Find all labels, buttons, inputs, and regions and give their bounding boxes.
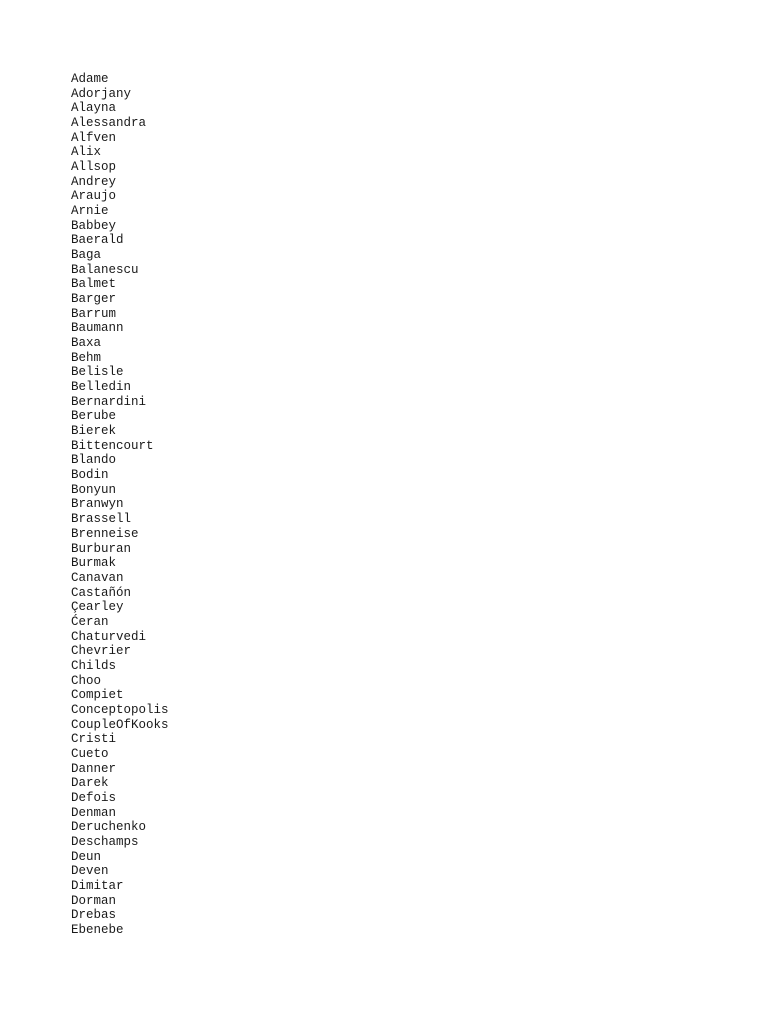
list-item: Balmet (71, 277, 117, 292)
list-item: Brenneise (71, 526, 139, 541)
list-item: Dimitar (71, 878, 124, 893)
list-item: Brassell (71, 512, 132, 527)
list-item: Bodin (71, 468, 109, 483)
list-item: Bernardini (71, 394, 147, 409)
list-item: Canavan (71, 570, 124, 585)
list-item: Burmak (71, 556, 117, 571)
list-item: Blando (71, 453, 117, 468)
list-item: Childs (71, 658, 117, 673)
list-item: Berube (71, 409, 117, 424)
list-item: Drebas (71, 908, 117, 923)
list-item: Baumann (71, 321, 124, 336)
list-item: Conceptopolis (71, 702, 169, 717)
list-item: Branwyn (71, 497, 124, 512)
list-item: Chevrier (71, 644, 132, 659)
list-item: Castañón (71, 585, 132, 600)
list-item: Alfven (71, 130, 117, 145)
list-item: Allsop (71, 160, 117, 175)
list-item: Araujo (71, 189, 117, 204)
list-item: Baga (71, 248, 102, 263)
list-item: Cueto (71, 746, 109, 761)
list-item: Andrey (71, 174, 117, 189)
list-item: Baxa (71, 336, 102, 351)
list-item: Alayna (71, 101, 117, 116)
list-item: CoupleOfKooks (71, 717, 169, 732)
list-item: Alessandra (71, 116, 147, 131)
list-item: Defois (71, 790, 117, 805)
list-item: Darek (71, 776, 109, 791)
list-item: Deschamps (71, 834, 139, 849)
list-item: Denman (71, 805, 117, 820)
list-item: Belledin (71, 380, 132, 395)
list-item: Balanescu (71, 262, 139, 277)
list-item: Compiet (71, 688, 124, 703)
list-item: Babbey (71, 218, 117, 233)
list-item: Barrum (71, 306, 117, 321)
list-item: Deun (71, 849, 102, 864)
list-item: Bierek (71, 424, 117, 439)
list-item: Cristi (71, 732, 117, 747)
list-item: Arnie (71, 204, 109, 219)
list-item: Behm (71, 350, 102, 365)
list-item: Dorman (71, 893, 117, 908)
list-item: Bonyun (71, 482, 117, 497)
list-item: Burburan (71, 541, 132, 556)
list-item: Ćeran (71, 614, 109, 629)
list-item: Ebenebe (71, 922, 124, 937)
list-item: Belisle (71, 365, 124, 380)
list-item: Deven (71, 864, 109, 879)
list-item: Choo (71, 673, 102, 688)
list-item: Bittencourt (71, 438, 154, 453)
list-item: Adorjany (71, 86, 132, 101)
name-list (71, 72, 169, 938)
list-item: Barger (71, 292, 117, 307)
list-item: Adame (71, 72, 109, 86)
list-item: Deruchenko (71, 820, 147, 835)
list-item: Çearley (71, 600, 124, 615)
list-item: Alix (71, 145, 102, 160)
list-item: Danner (71, 761, 117, 776)
list-item: Baerald (71, 233, 124, 248)
list-item: Chaturvedi (71, 629, 147, 644)
